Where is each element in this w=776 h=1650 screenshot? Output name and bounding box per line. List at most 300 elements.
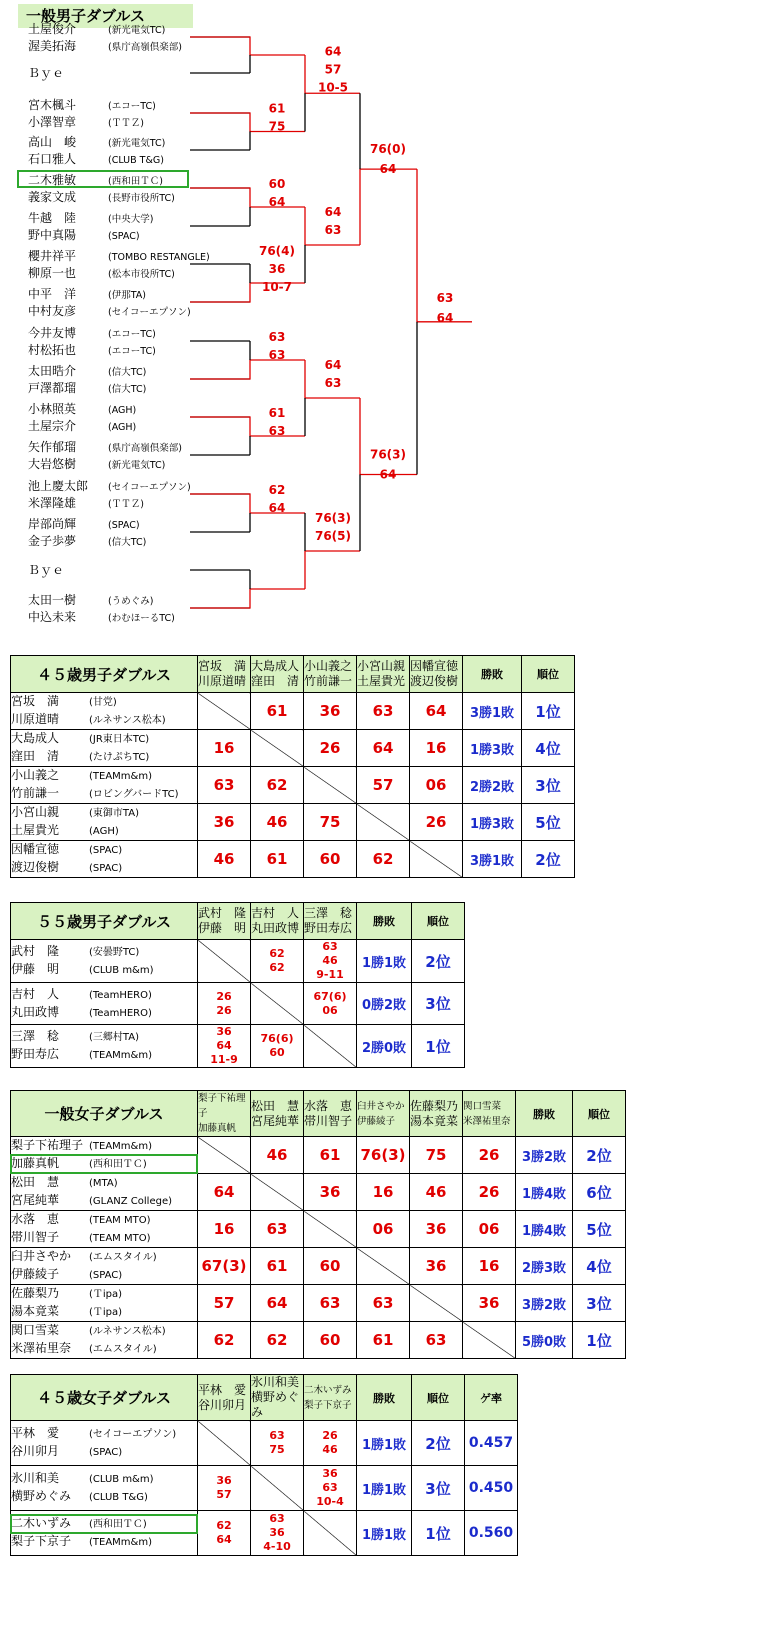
score-text: 36 bbox=[425, 1257, 447, 1275]
game-rate: 0.450 bbox=[465, 1466, 518, 1511]
score-cell bbox=[251, 1137, 304, 1174]
player-name: 川原道晴 bbox=[11, 712, 60, 726]
player-name: 宮坂 満 bbox=[11, 694, 60, 708]
diagonal-cell bbox=[251, 1174, 304, 1211]
score-text: 62 bbox=[213, 1331, 235, 1349]
player-club: (TOMBO RESTANGLE) bbox=[108, 252, 210, 263]
score-text: 26 bbox=[425, 813, 447, 831]
player-line bbox=[11, 767, 197, 785]
score-label: 63 bbox=[268, 330, 286, 344]
player-club: (セイコーエプソン) bbox=[108, 307, 191, 318]
win-loss: 2勝0敗 bbox=[357, 1025, 412, 1068]
player-club: (エコーTC) bbox=[108, 329, 156, 340]
score-cell bbox=[304, 983, 357, 1025]
score-label: 76(3) bbox=[314, 511, 352, 525]
score-label: 64 bbox=[324, 205, 342, 219]
winner-line bbox=[190, 494, 305, 513]
header-name: 梨子下京子 bbox=[304, 1399, 352, 1411]
score-cell bbox=[463, 1285, 516, 1322]
score-text: 26 bbox=[478, 1183, 500, 1201]
player-name: 池上慶太郎 bbox=[28, 479, 89, 493]
score-text: 46 bbox=[425, 1183, 447, 1201]
score-line: 26 bbox=[216, 989, 232, 1003]
score-label: 64 bbox=[379, 467, 397, 482]
player-club: (TeamHERO) bbox=[89, 989, 152, 1001]
player-club: (西和田ＴＣ) bbox=[89, 1159, 147, 1170]
score-cell bbox=[357, 767, 410, 804]
score-text: 63 bbox=[372, 702, 394, 720]
player-club: (信大TC) bbox=[108, 367, 147, 378]
player-club: (SPAC) bbox=[108, 520, 140, 531]
player-name: 大岩悠樹 bbox=[28, 457, 77, 471]
player-name: 義家文成 bbox=[28, 190, 77, 204]
score-text: 26 bbox=[319, 739, 341, 757]
score-cell bbox=[198, 1511, 251, 1556]
column-header bbox=[251, 1375, 304, 1421]
score-label: 36 bbox=[268, 262, 286, 276]
player-name: 臼井さやか bbox=[11, 1249, 72, 1263]
table-row bbox=[11, 1466, 518, 1511]
player-club: (MTA) bbox=[89, 1178, 118, 1189]
player-name: 戸澤都瑠 bbox=[28, 381, 77, 395]
player-line bbox=[11, 961, 197, 979]
score-line: 11-9 bbox=[210, 1053, 238, 1066]
score-cell bbox=[251, 1322, 304, 1359]
pair-cell bbox=[11, 1421, 198, 1466]
player-line bbox=[11, 693, 197, 711]
header-name: 小宮山親 bbox=[357, 659, 406, 673]
rank-value: 5位 bbox=[522, 804, 575, 841]
pair-cell bbox=[11, 1137, 198, 1174]
rank-header: 順位 bbox=[412, 1375, 465, 1421]
player-line bbox=[11, 748, 197, 766]
player-club: (CLUB m&m) bbox=[89, 965, 154, 976]
player-line bbox=[11, 1443, 197, 1461]
win-loss: 3勝2敗 bbox=[516, 1285, 573, 1322]
diagonal-cell bbox=[304, 1511, 357, 1556]
score-cell bbox=[198, 1322, 251, 1359]
column-header bbox=[304, 1375, 357, 1421]
diagonal-cell bbox=[357, 1248, 410, 1285]
column-header bbox=[198, 1375, 251, 1421]
player-name: 湯本竟菜 bbox=[11, 1304, 60, 1318]
player-club: (県庁高嶺倶楽部) bbox=[108, 42, 182, 53]
column-header bbox=[251, 656, 304, 693]
player-name: 梨子下祐理子 bbox=[11, 1138, 84, 1152]
column-header bbox=[198, 1091, 251, 1137]
score-label: 63 bbox=[436, 290, 454, 305]
score-cell bbox=[410, 1137, 463, 1174]
rank-value: 2位 bbox=[573, 1137, 626, 1174]
score-text: 26 bbox=[478, 1146, 500, 1164]
pair-cell bbox=[11, 1511, 198, 1556]
header-name: 帯川智子 bbox=[304, 1113, 353, 1128]
score-text: 64 bbox=[372, 739, 394, 757]
score-cell bbox=[410, 1322, 463, 1359]
player-name: 平林 愛 bbox=[11, 1426, 60, 1440]
table-row bbox=[11, 767, 575, 804]
player-club: (エムスタイル) bbox=[89, 1252, 157, 1263]
pair-cell bbox=[11, 693, 198, 730]
win-loss: 1勝1敗 bbox=[357, 1511, 412, 1556]
header-name: 宮尾純華 bbox=[251, 1113, 300, 1128]
player-name: 谷川卯月 bbox=[11, 1444, 60, 1458]
rank-value: 2位 bbox=[412, 1421, 465, 1466]
header-name: 小山義之 bbox=[304, 659, 353, 673]
column-header bbox=[251, 903, 304, 940]
pair-cell bbox=[11, 1174, 198, 1211]
player-line bbox=[11, 1174, 197, 1192]
player-name: 松田 慧 bbox=[11, 1175, 60, 1189]
player-club: (西和田ＴＣ) bbox=[108, 176, 163, 187]
table-row bbox=[11, 1248, 626, 1285]
winner-line bbox=[190, 188, 305, 207]
score-label: 62 bbox=[268, 483, 286, 497]
score-cell bbox=[251, 1025, 304, 1068]
player-club: (西和田ＴＣ) bbox=[89, 1519, 147, 1530]
player-name: 小山義之 bbox=[11, 768, 60, 782]
player-club: (エコーTC) bbox=[108, 101, 156, 112]
rank-value: 1位 bbox=[573, 1322, 626, 1359]
player-club: (Ｔipa) bbox=[89, 1289, 123, 1300]
score-cell bbox=[304, 1466, 357, 1511]
score-label: 57 bbox=[324, 62, 342, 77]
player-name: 吉村 人 bbox=[11, 986, 60, 1001]
score-cell bbox=[251, 767, 304, 804]
player-name: 村松拓也 bbox=[28, 343, 77, 357]
score-label: 75 bbox=[268, 119, 286, 134]
result-header: 勝敗 bbox=[357, 1375, 412, 1421]
player-name: 丸田政博 bbox=[11, 1004, 60, 1019]
score-cell bbox=[357, 693, 410, 730]
score-cell bbox=[304, 841, 357, 878]
player-name: 小林照英 bbox=[28, 402, 77, 416]
player-name: 関口雪菜 bbox=[11, 1323, 60, 1337]
table-row bbox=[11, 730, 575, 767]
table-row bbox=[11, 1174, 626, 1211]
score-label: 64 bbox=[324, 44, 342, 59]
table-row bbox=[11, 693, 575, 730]
win-loss: 1勝1敗 bbox=[357, 940, 412, 983]
player-name: 中込未来 bbox=[28, 610, 77, 624]
player-club: (ＴＴＺ) bbox=[108, 499, 144, 510]
score-text: 46 bbox=[266, 1146, 288, 1164]
win-loss: 2勝2敗 bbox=[463, 767, 522, 804]
player-club: (CLUB T&G) bbox=[108, 155, 164, 166]
header-name: 伊藤 明 bbox=[198, 921, 247, 935]
diagonal-cell bbox=[251, 730, 304, 767]
header-name: 水落 恵 bbox=[304, 1098, 353, 1113]
diagonal-cell bbox=[304, 767, 357, 804]
bracket-draw bbox=[0, 0, 776, 650]
player-name: 中平 洋 bbox=[28, 287, 77, 301]
header-name: 松田 慧 bbox=[251, 1098, 300, 1113]
score-cell bbox=[304, 1421, 357, 1466]
score-line: 36 bbox=[216, 1025, 232, 1038]
player-name: 今井友博 bbox=[28, 326, 77, 340]
score-text: 60 bbox=[319, 1257, 341, 1275]
score-line: 36 bbox=[322, 1467, 338, 1480]
score-cell bbox=[410, 767, 463, 804]
player-club: (AGH) bbox=[108, 422, 137, 433]
win-loss: 1勝4敗 bbox=[516, 1174, 573, 1211]
score-cell bbox=[357, 730, 410, 767]
player-club: (JR東日本TC) bbox=[89, 734, 150, 745]
win-loss: 1勝3敗 bbox=[463, 730, 522, 767]
player-club: (信大TC) bbox=[108, 537, 147, 548]
rank-value: 3位 bbox=[412, 1466, 465, 1511]
player-name: 太田一樹 bbox=[28, 593, 77, 607]
table-row bbox=[11, 940, 465, 983]
player-name: 渥美拓海 bbox=[28, 39, 77, 53]
score-text: 06 bbox=[478, 1220, 500, 1238]
rank-value: 1位 bbox=[412, 1025, 465, 1068]
score-text: 36 bbox=[319, 1183, 341, 1201]
score-line: 63 bbox=[269, 1512, 285, 1525]
player-club: (TEAMm&m) bbox=[89, 1141, 152, 1152]
rank-header: 順位 bbox=[412, 903, 465, 940]
score-text: 60 bbox=[319, 1331, 341, 1349]
winner-line bbox=[190, 589, 305, 608]
column-header bbox=[304, 903, 357, 940]
score-cell bbox=[198, 1248, 251, 1285]
player-name: 渡辺俊樹 bbox=[11, 860, 60, 874]
player-name: 宮尾純華 bbox=[11, 1193, 60, 1207]
player-club: (セイコーエプソン) bbox=[89, 1429, 177, 1440]
table-row bbox=[11, 983, 465, 1025]
player-line bbox=[11, 1229, 197, 1247]
score-cell bbox=[304, 693, 357, 730]
winner-line bbox=[305, 551, 360, 589]
player-name: 高山 峻 bbox=[28, 135, 77, 149]
player-name: 中村友彦 bbox=[28, 304, 77, 318]
table-row bbox=[11, 1025, 465, 1068]
score-label: 60 bbox=[268, 177, 286, 191]
table-row bbox=[11, 1285, 626, 1322]
header-name: 宮坂 満 bbox=[198, 659, 247, 673]
score-text: 61 bbox=[266, 702, 288, 720]
table-row bbox=[11, 1211, 626, 1248]
diagonal-cell bbox=[304, 1211, 357, 1248]
header-row bbox=[11, 1091, 626, 1137]
score-label: 64 bbox=[268, 501, 286, 515]
player-name: 伊藤 明 bbox=[11, 962, 60, 976]
pair-cell bbox=[11, 1211, 198, 1248]
score-cell bbox=[463, 1248, 516, 1285]
score-text: 62 bbox=[372, 850, 394, 868]
score-label: 76(5) bbox=[314, 529, 352, 543]
table-row bbox=[11, 804, 575, 841]
column-header bbox=[463, 1091, 516, 1137]
column-header bbox=[251, 1091, 304, 1137]
score-text: 67(3) bbox=[201, 1257, 247, 1275]
player-club: (ロビングバードTC) bbox=[89, 789, 179, 800]
player-line bbox=[11, 1155, 197, 1173]
player-club: (うめぐみ) bbox=[108, 596, 154, 607]
player-name: 金子歩夢 bbox=[28, 534, 77, 548]
column-header bbox=[304, 656, 357, 693]
score-text: 06 bbox=[372, 1220, 394, 1238]
win-loss: 1勝3敗 bbox=[463, 804, 522, 841]
score-cell bbox=[463, 1137, 516, 1174]
result-header: 勝敗 bbox=[463, 656, 522, 693]
player-club: (CLUB T&G) bbox=[89, 1492, 148, 1503]
player-name: 宮木楓斗 bbox=[28, 98, 77, 112]
rank-value: 2位 bbox=[412, 940, 465, 983]
score-label: 63 bbox=[324, 376, 342, 390]
header-name: 米澤祐里奈 bbox=[463, 1115, 511, 1127]
win-loss: 1勝4敗 bbox=[516, 1211, 573, 1248]
header-name: 伊藤綾子 bbox=[357, 1115, 396, 1127]
column-header bbox=[410, 1091, 463, 1137]
win-loss: 5勝0敗 bbox=[516, 1322, 573, 1359]
pair-cell bbox=[11, 1466, 198, 1511]
rank-header: 順位 bbox=[522, 656, 575, 693]
header-name: 谷川卯月 bbox=[198, 1397, 247, 1412]
player-name: 石口雅人 bbox=[28, 152, 77, 166]
score-cell bbox=[198, 1174, 251, 1211]
header-name: 窪田 清 bbox=[251, 674, 300, 688]
header-row bbox=[11, 1375, 518, 1421]
score-cell bbox=[410, 693, 463, 730]
score-text: 46 bbox=[213, 850, 235, 868]
table-row bbox=[11, 1421, 518, 1466]
rank-value: 3位 bbox=[573, 1285, 626, 1322]
score-line: 63 bbox=[322, 940, 338, 953]
win-loss: 1勝1敗 bbox=[357, 1421, 412, 1466]
score-cell bbox=[251, 1511, 304, 1556]
score-text: 57 bbox=[372, 776, 394, 794]
score-line: 67(6) bbox=[313, 989, 347, 1003]
score-cell bbox=[410, 804, 463, 841]
score-line: 64 bbox=[216, 1039, 232, 1052]
header-name: 三澤 稔 bbox=[304, 906, 353, 920]
player-club: (新光電気TC) bbox=[108, 25, 166, 36]
score-cell bbox=[463, 1211, 516, 1248]
score-cell bbox=[198, 1285, 251, 1322]
rank-header: 順位 bbox=[573, 1091, 626, 1137]
score-text: 76(3) bbox=[360, 1146, 406, 1164]
score-text: 63 bbox=[266, 1220, 288, 1238]
score-label: 76(3) bbox=[369, 447, 407, 462]
player-name: 櫻井祥平 bbox=[28, 249, 77, 263]
player-club: (エムスタイル) bbox=[89, 1344, 157, 1355]
header-name: 大島成人 bbox=[251, 659, 300, 673]
score-cell bbox=[304, 1248, 357, 1285]
diagonal-cell bbox=[410, 1285, 463, 1322]
rank-value: 4位 bbox=[573, 1248, 626, 1285]
score-cell bbox=[357, 1137, 410, 1174]
player-club: (SPAC) bbox=[89, 845, 123, 856]
score-text: 36 bbox=[213, 813, 235, 831]
score-label: 61 bbox=[268, 406, 286, 420]
t45w-table bbox=[10, 1374, 518, 1556]
player-club: (たけぷちTC) bbox=[89, 752, 150, 763]
header-name: 因幡宣徳 bbox=[410, 659, 459, 673]
score-cell bbox=[357, 1211, 410, 1248]
header-name: 竹前謙一 bbox=[304, 674, 353, 688]
score-cell bbox=[304, 1174, 357, 1211]
table-title: 一般女子ダブルス bbox=[11, 1091, 198, 1137]
score-label: 64 bbox=[379, 162, 397, 177]
t55m-table bbox=[10, 902, 465, 1068]
score-cell bbox=[251, 1248, 304, 1285]
score-label: 61 bbox=[268, 101, 286, 116]
winner-line bbox=[190, 113, 305, 132]
rate-header: ゲ率 bbox=[465, 1375, 518, 1421]
header-name: 臼井さやか bbox=[357, 1100, 405, 1112]
player-name: 小澤智章 bbox=[28, 115, 77, 129]
score-text: 64 bbox=[213, 1183, 235, 1201]
diagonal-cell bbox=[463, 1322, 516, 1359]
player-club: (GLANZ College) bbox=[89, 1196, 173, 1207]
player-name: 米澤隆雄 bbox=[28, 496, 77, 510]
score-text: 61 bbox=[266, 850, 288, 868]
player-club: (TeamHERO) bbox=[89, 1007, 152, 1019]
player-name: 岸部尚輝 bbox=[28, 517, 77, 531]
player-club: (CLUB m&m) bbox=[89, 1474, 154, 1485]
player-club: (ルネサンス松本) bbox=[89, 715, 166, 726]
score-cell bbox=[410, 1211, 463, 1248]
player-line bbox=[11, 859, 197, 877]
score-cell bbox=[251, 1421, 304, 1466]
score-text: 06 bbox=[425, 776, 447, 794]
player-line bbox=[11, 1425, 197, 1443]
player-line bbox=[11, 1137, 197, 1155]
win-loss: 3勝1敗 bbox=[463, 841, 522, 878]
score-label: 64 bbox=[324, 358, 342, 372]
player-name: 加藤真帆 bbox=[11, 1156, 60, 1170]
player-club: (Ｔipa) bbox=[89, 1307, 123, 1318]
rank-value: 4位 bbox=[522, 730, 575, 767]
player-name: 横野めぐみ bbox=[11, 1489, 72, 1503]
player-club: (ルネサンス松本) bbox=[89, 1326, 166, 1337]
column-header bbox=[357, 1091, 410, 1137]
player-club: (TEAMm&m) bbox=[89, 1050, 152, 1061]
player-name: 土屋貴光 bbox=[11, 823, 60, 837]
score-line: 63 bbox=[269, 1429, 285, 1442]
score-cell bbox=[410, 1174, 463, 1211]
score-text: 36 bbox=[319, 702, 341, 720]
table-title: ４５歳男子ダブルス bbox=[11, 656, 198, 693]
player-club: (セイコーエプソン) bbox=[108, 482, 191, 493]
score-cell bbox=[198, 804, 251, 841]
score-cell bbox=[251, 841, 304, 878]
score-cell bbox=[251, 940, 304, 983]
player-club: (長野市役所TC) bbox=[108, 193, 175, 204]
score-label: 63 bbox=[268, 348, 286, 362]
player-club: (中央大学) bbox=[108, 214, 154, 225]
bracket-title: 一般男子ダブルス bbox=[18, 4, 193, 28]
player-club: (AGH) bbox=[108, 405, 137, 416]
header-row bbox=[11, 656, 575, 693]
score-cell bbox=[198, 767, 251, 804]
score-label: 63 bbox=[268, 424, 286, 438]
score-cell bbox=[198, 730, 251, 767]
score-label: 63 bbox=[324, 223, 342, 237]
win-loss: 1勝1敗 bbox=[357, 1466, 412, 1511]
score-line: 46 bbox=[322, 1443, 338, 1456]
win-loss: 3勝2敗 bbox=[516, 1137, 573, 1174]
player-line bbox=[11, 1285, 197, 1303]
score-line: 60 bbox=[269, 1046, 285, 1059]
player-name: 大島成人 bbox=[11, 731, 60, 745]
table-title: ５５歳男子ダブルス bbox=[11, 903, 198, 940]
player-line bbox=[11, 986, 197, 1004]
header-name: 吉村 人 bbox=[251, 906, 300, 920]
score-text: 63 bbox=[213, 776, 235, 794]
player-club: (SPAC) bbox=[89, 1447, 123, 1458]
